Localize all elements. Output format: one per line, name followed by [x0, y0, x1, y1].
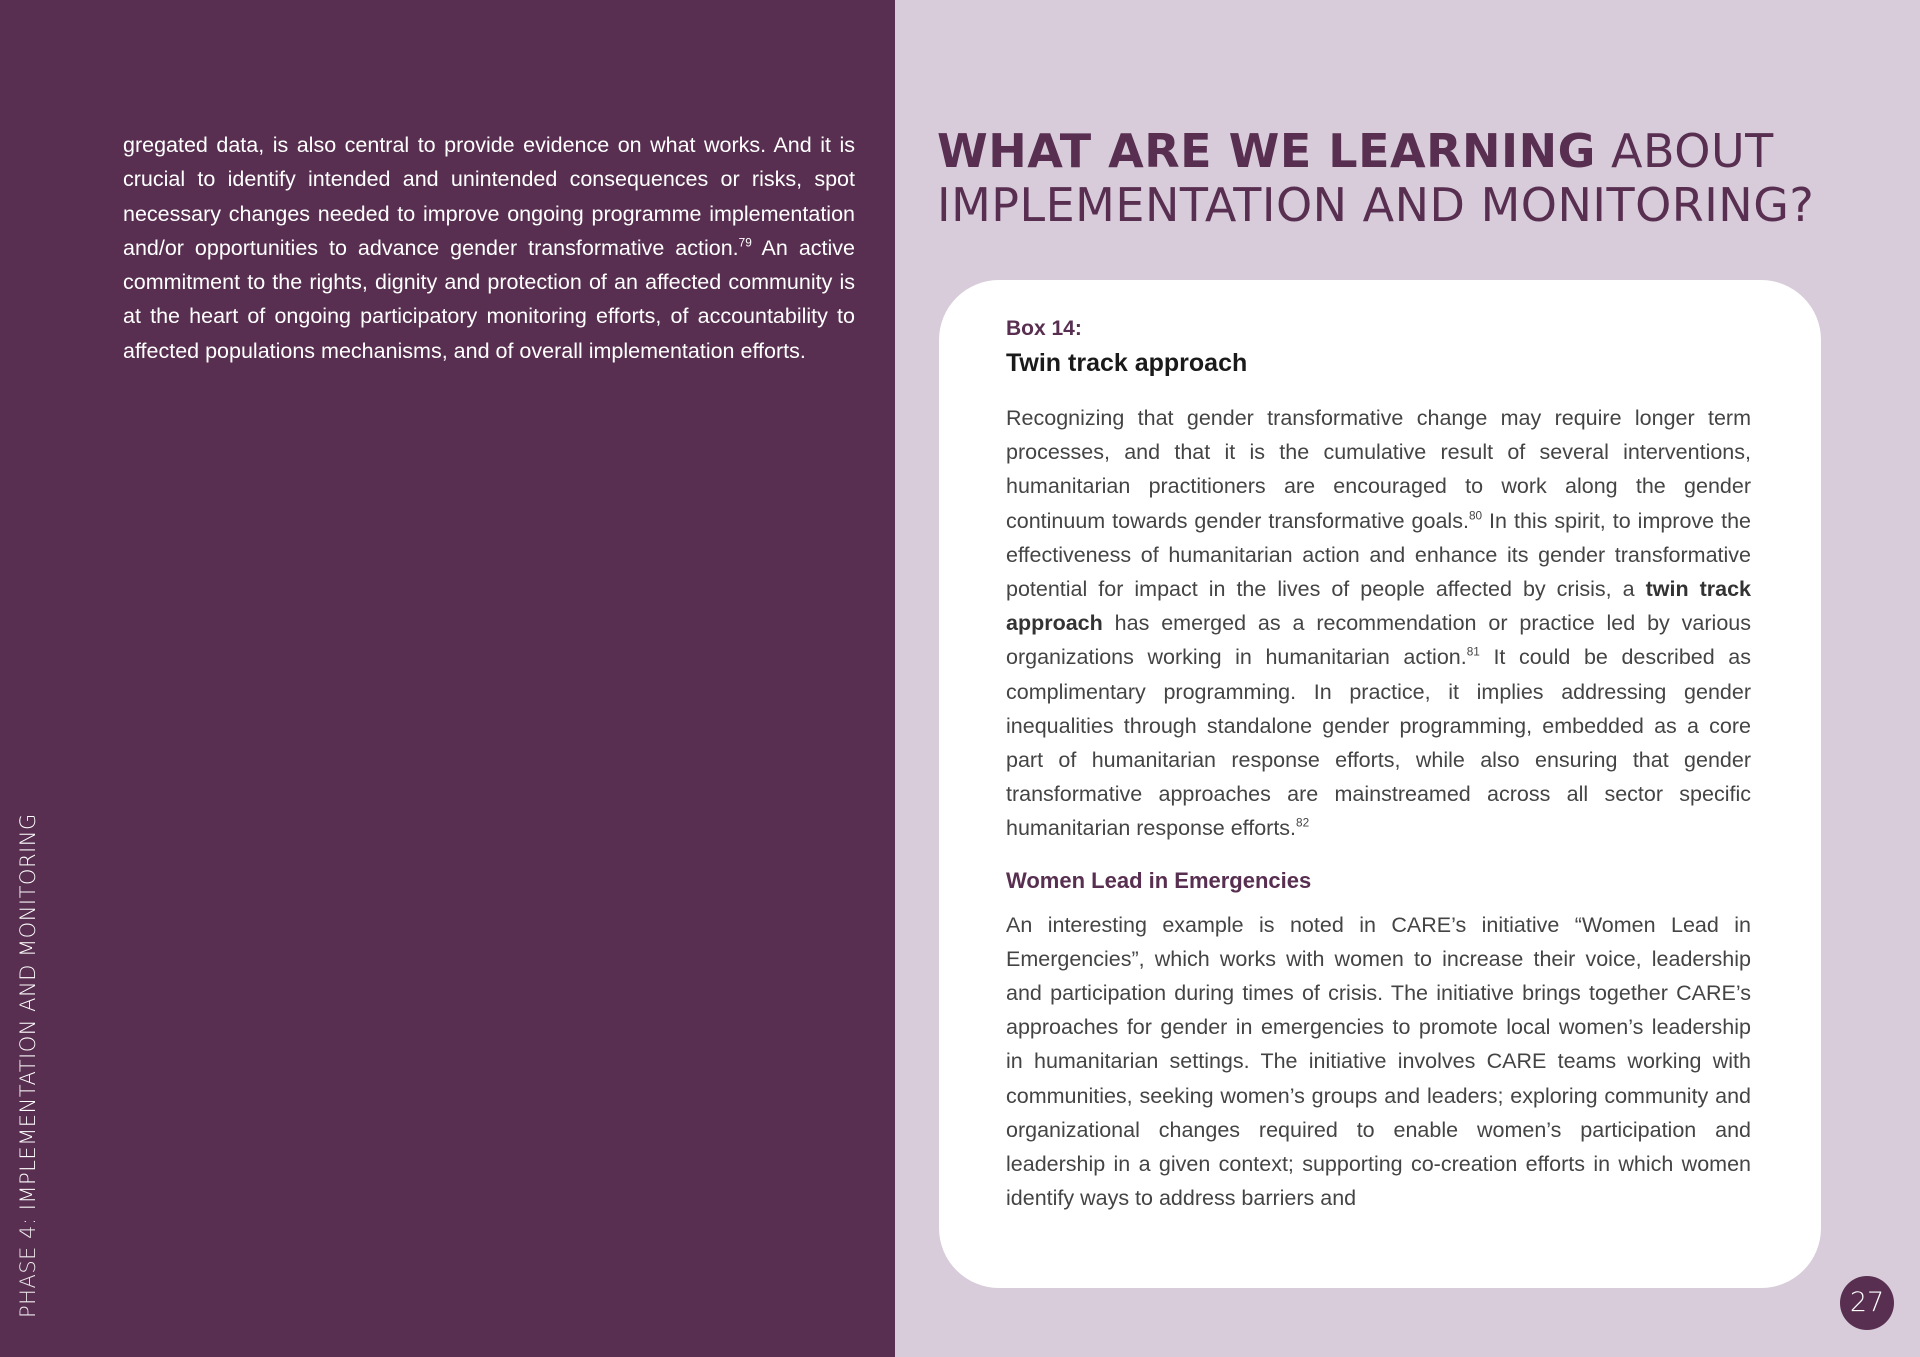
page-heading: [937, 124, 1817, 232]
box-title: Twin track approach: [1006, 349, 1248, 377]
box-paragraph-2: An interesting example is noted in CARE’s initiative “Women Lead in Emergencies”, which works with women to increase their voice, leadership and participation during times of crisis. The initiative brings together CARE’s approaches for gender in emergencies to promote local women’s leadership in humanitarian settings. The initiative involves CARE teams working with communities, seeking women’s groups and leaders; exploring community and organizational changes required to enable women’s participation and leadership in a given context; supporting co-creation efforts in which women identify ways to address barriers and: [1006, 912, 1751, 1211]
box-para1-d: It could be described as complimentary programming. In practice, it implies addressing gender inequalities through standalone gender programming, embedded as a core part of humanitarian response efforts, while also ensuring that gender transformative approaches are mainstreamed across all sector specific humanitarian response efforts.: [1006, 645, 1751, 841]
footnote-79[interactable]: 79: [738, 235, 752, 250]
intro-paragraph: [123, 128, 855, 368]
footnote-80[interactable]: 80: [1468, 508, 1483, 523]
footnote-82[interactable]: 82: [1296, 816, 1310, 831]
left-panel: [0, 0, 895, 1357]
heading-bold: WHAT ARE WE LEARNING: [937, 124, 1596, 178]
page-number-badge: 27: [1840, 1276, 1894, 1330]
box-para1-a: Recognizing that gender transformative change may require longer term processes, and that it is the cumulative result of several interventions, humanitarian practitioners are encouraged to work along the gender continuum towards gender transformative goals.: [1006, 406, 1751, 533]
box-paragraph-1: [1006, 401, 1751, 846]
box-para1-bold: twin track approach: [1006, 577, 1751, 636]
sidebar-phase: PHASE 4:: [16, 1210, 40, 1318]
box-14-card: [939, 280, 1821, 1288]
box-para1-b: In this spirit, to improve the effectiveness of humanitarian action and enhance its gender transformative potential for impact in the lives of people affected by crisis, a: [1006, 508, 1751, 602]
box-subheading: Women Lead in Emergencies: [1006, 867, 1312, 893]
footnote-81[interactable]: 81: [1466, 645, 1480, 660]
intro-text-part2: An active commitment to the rights, dignity and protection of an affected community is at the heart of ongoing participatory monitoring efforts, of accountability to affected populations mechanisms, and of overall implementation efforts.: [123, 235, 855, 363]
heading-light-2: IMPLEMENTATION AND MONITORING?: [937, 178, 1815, 232]
sidebar-section-name: IMPLEMENTATION AND MONITORING: [16, 813, 40, 1211]
box-number: Box 14:: [1006, 317, 1082, 340]
section-sidebar-label: [16, 813, 40, 1318]
heading-light-1: ABOUT: [1595, 124, 1774, 178]
box-para1-c: has emerged as a recommendation or practice led by various organizations working in humanitarian action.: [1006, 611, 1751, 670]
intro-text-part1: gregated data, is also central to provide evidence on what works. And it is crucial to identify intended and unintended consequences or risks, spot necessary changes needed to improve ongoing programme implementation and/or opportunities to advance gender transformative action.: [123, 133, 855, 260]
